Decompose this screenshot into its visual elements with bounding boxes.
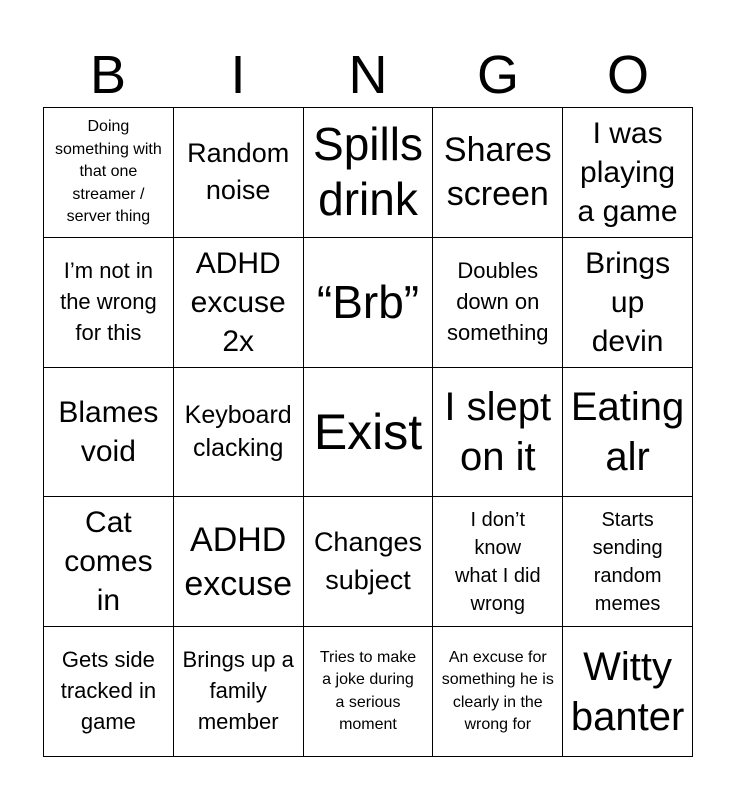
cell-text: I was playing a game <box>577 116 678 228</box>
cell-text: Exist <box>313 403 423 460</box>
bingo-board <box>43 107 693 757</box>
cell-text: “Brb” <box>316 275 420 328</box>
bingo-cell-r5c1[interactable] <box>44 627 174 757</box>
cell-text: Starts sending random memes <box>592 508 663 615</box>
bingo-cell-r1c5[interactable] <box>563 108 693 238</box>
cell-text: Brings up a family member <box>182 647 294 734</box>
bingo-cell-r4c2[interactable] <box>174 497 304 627</box>
bingo-cell-r2c4[interactable] <box>433 238 563 368</box>
bingo-cell-r4c5[interactable] <box>563 497 693 627</box>
header-letter-g: G <box>476 45 519 105</box>
cell-text: I don’t know what I did wrong <box>454 508 541 615</box>
bingo-cell-r3c2[interactable] <box>174 368 304 498</box>
cell-text: Tries to make a joke during a serious moment <box>319 648 417 733</box>
cell-text: Witty banter <box>570 644 685 739</box>
bingo-cell-r2c1[interactable] <box>44 238 174 368</box>
bingo-cell-r1c1[interactable] <box>44 108 174 238</box>
bingo-cell-r5c4[interactable] <box>433 627 563 757</box>
bingo-cell-r5c3[interactable] <box>304 627 434 757</box>
cell-text: ADHD excuse <box>184 520 293 603</box>
cell-text: Keyboard clacking <box>184 401 292 462</box>
bingo-cell-r4c1[interactable] <box>44 497 174 627</box>
cell-text: An excuse for something he is clearly in the wrong for <box>441 648 554 733</box>
bingo-cell-r4c3[interactable] <box>304 497 434 627</box>
header-letter-o: O <box>606 45 649 105</box>
cell-text: Blames void <box>58 395 159 468</box>
cell-text: Doing something with that one streamer / server thing <box>55 118 162 225</box>
cell-text: Eating alr <box>570 384 685 479</box>
bingo-header <box>43 42 693 108</box>
header-letter-i: I <box>230 45 246 105</box>
bingo-cell-r3c1[interactable] <box>44 368 174 498</box>
cell-text: Changes subject <box>313 526 423 595</box>
cell-text: Spills drink <box>313 118 423 226</box>
bingo-cell-r4c4[interactable] <box>433 497 563 627</box>
bingo-cell-r1c4[interactable] <box>433 108 563 238</box>
bingo-cell-r5c2[interactable] <box>174 627 304 757</box>
bingo-cell-r3c3[interactable] <box>304 368 434 498</box>
bingo-cell-r1c3[interactable] <box>304 108 434 238</box>
cell-text: Cat comes in <box>64 506 153 618</box>
bingo-cell-r3c5[interactable] <box>563 368 693 498</box>
cell-text: Gets side tracked in game <box>60 647 157 734</box>
header-letter-n: N <box>348 45 388 105</box>
bingo-cell-r2c5[interactable] <box>563 238 693 368</box>
cell-text: I’m not in the wrong for this <box>60 258 157 345</box>
bingo-cell-r2c2[interactable] <box>174 238 304 368</box>
cell-text: I slept on it <box>444 384 552 479</box>
bingo-cell-r1c2[interactable] <box>174 108 304 238</box>
bingo-cell-r3c4[interactable] <box>433 368 563 498</box>
cell-text: Brings up devin <box>585 246 671 358</box>
cell-text: Doubles down on something <box>447 258 549 345</box>
bingo-cell-r2c3[interactable] <box>304 238 434 368</box>
bingo-cell-r5c5[interactable] <box>563 627 693 757</box>
cell-text: ADHD excuse 2x <box>190 246 286 358</box>
header-letter-b: B <box>89 45 127 105</box>
cell-text: Shares screen <box>443 131 552 214</box>
cell-text: Random noise <box>187 137 290 206</box>
